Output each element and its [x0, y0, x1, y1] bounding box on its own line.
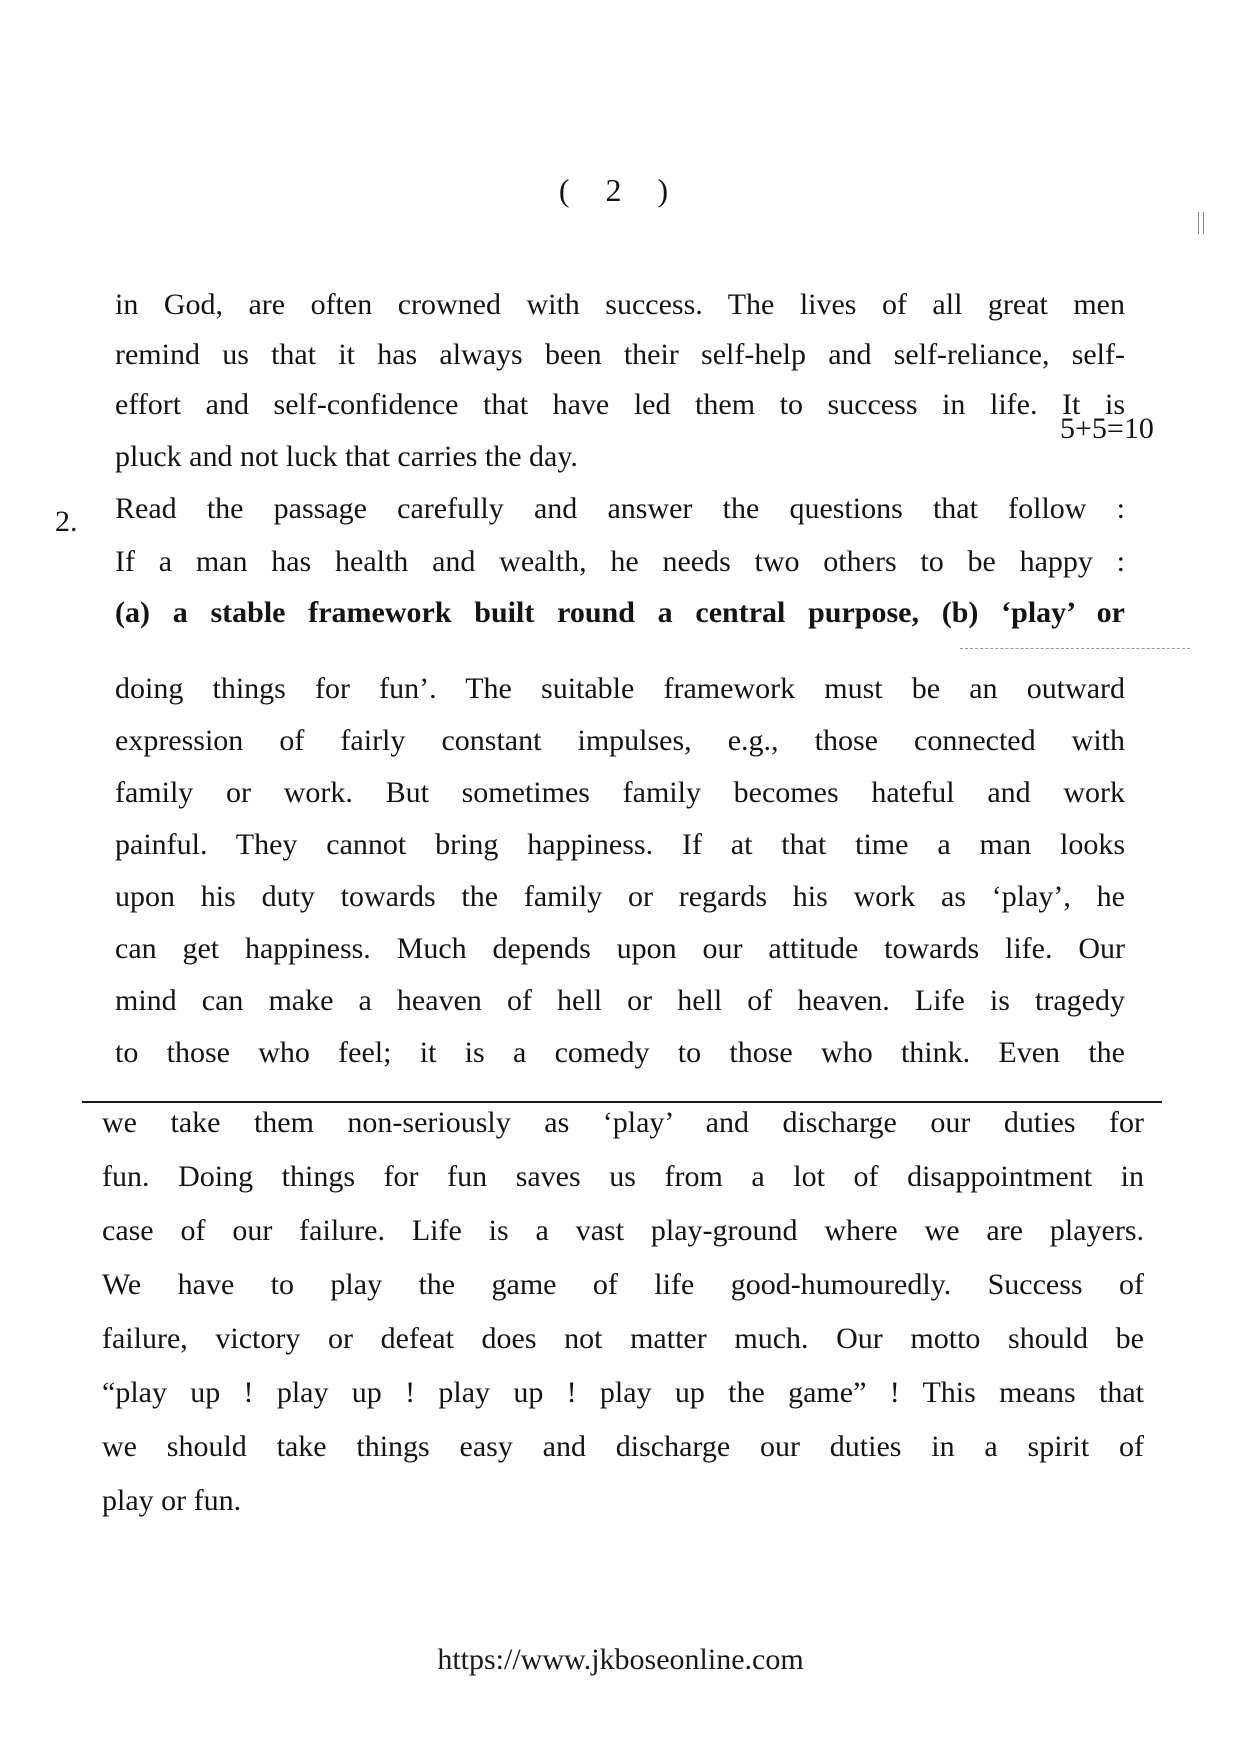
- scan-mark: [1198, 212, 1204, 234]
- passage2-line: failure, victory or defeat does not matter much. Our motto should be: [102, 1322, 1144, 1355]
- passage2-line: can get happiness. Much depends upon our attitude towards life. Our: [115, 932, 1125, 965]
- passage2-line: doing things for fun’. The suitable framework must be an outward: [115, 672, 1125, 705]
- passage2-line: mind can make a heaven of hell or hell of heaven. Life is tragedy: [115, 984, 1125, 1017]
- page-split-line: [82, 1101, 1162, 1103]
- passage2-line: expression of fairly constant impulses, e.g., those connected with: [115, 724, 1125, 757]
- passage2-line: We have to play the game of life good-humouredly. Success of: [102, 1268, 1144, 1301]
- question-number: 2.: [55, 505, 78, 538]
- passage2-line: we should take things easy and discharge our duties in a spirit of: [102, 1430, 1144, 1463]
- passage2-line: If a man has health and wealth, he needs two others to be happy :: [115, 545, 1125, 578]
- page-number: ( 2 ): [558, 172, 683, 208]
- passage2-line: painful. They cannot bring happiness. If at that time a man looks: [115, 828, 1125, 861]
- passage1-line: remind us that it has always been their self-help and self-reliance, self-: [115, 338, 1125, 371]
- passage2-line: we take them non-seriously as ‘play’ and discharge our duties for: [102, 1106, 1144, 1139]
- passage1-line: in God, are often crowned with success. The lives of all great men: [115, 288, 1125, 321]
- passage2-line: to those who feel; it is a comedy to those who think. Even the: [115, 1036, 1125, 1069]
- passage1-line: pluck and not luck that carries the day.: [115, 440, 578, 473]
- question-instruction: Read the passage carefully and answer the questions that follow :: [115, 492, 1125, 525]
- passage2-line: family or work. But sometimes family becomes hateful and work: [115, 776, 1125, 809]
- passage2-line: play or fun.: [102, 1484, 242, 1517]
- passage2-line: upon his duty towards the family or regards his work as ‘play’, he: [115, 880, 1125, 913]
- passage2-line: “play up ! play up ! play up ! play up the game” ! This means that: [102, 1376, 1144, 1409]
- passage1-line: effort and self-confidence that have led them to success in life. It is: [115, 388, 1125, 421]
- footer-url[interactable]: https://www.jkboseonline.com: [437, 1643, 804, 1676]
- question-marks: 5+5=10: [1060, 412, 1154, 445]
- passage2-line: case of our failure. Life is a vast play-ground where we are players.: [102, 1214, 1144, 1247]
- scan-dash: [960, 648, 1190, 649]
- passage2-line: (a) a stable framework built round a central purpose, (b) ‘play’ or: [115, 596, 1125, 629]
- passage2-line: fun. Doing things for fun saves us from a lot of disappointment in: [102, 1160, 1144, 1193]
